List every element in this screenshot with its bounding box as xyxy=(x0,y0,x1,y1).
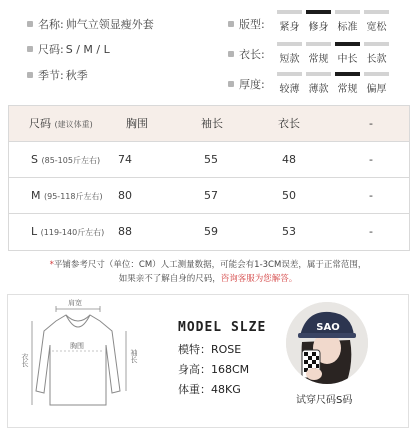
diagram-label-sleeve: 袖长 xyxy=(130,349,138,363)
model-photo xyxy=(286,302,368,384)
attr-option-text: 中长 xyxy=(337,54,358,65)
product-name-value: 帅气立领显瘦外套 xyxy=(65,18,154,31)
attr-option-text: 薄款 xyxy=(308,84,329,95)
measure-note-line2 xyxy=(0,272,416,284)
header-size-text: 尺码 xyxy=(29,117,51,130)
attr-option xyxy=(333,10,362,33)
bullet-icon xyxy=(228,81,234,87)
attr-option xyxy=(362,10,391,33)
cell-extra: - xyxy=(369,225,373,238)
attr-bar xyxy=(277,10,302,14)
cell-extra: - xyxy=(369,153,373,166)
attr-option xyxy=(333,42,362,65)
model-trial-size: 试穿尺码S码 xyxy=(296,395,353,406)
note-text-1: 平铺参考尺寸（单位：CM）人工测量数据，可能会有1-3CM误差，属于正常范围， xyxy=(53,260,367,270)
model-name: 模特：ROSE xyxy=(178,343,242,356)
attr-bar xyxy=(364,10,389,14)
attr-option xyxy=(362,42,391,65)
attr-bar xyxy=(364,72,389,76)
cell-size xyxy=(31,142,100,178)
cap-text: SAO xyxy=(316,322,340,333)
cell-chest: 74 xyxy=(118,153,132,166)
bullet-icon xyxy=(27,72,33,78)
attr-option-text: 长款 xyxy=(366,54,387,65)
cell-weight: (85-105斤左右) xyxy=(41,156,101,165)
attr-option xyxy=(275,10,304,33)
table-row xyxy=(9,142,409,178)
attr-option-text: 紧身 xyxy=(279,22,300,33)
attr-fit-options xyxy=(275,10,391,33)
attr-bar xyxy=(306,42,331,46)
attr-bar xyxy=(277,42,302,46)
diagram-label-length: 衣长 xyxy=(21,353,29,367)
product-season-label: 季节: xyxy=(38,69,64,82)
table-row xyxy=(9,214,409,250)
attr-bar xyxy=(277,72,302,76)
attr-option-text: 偏厚 xyxy=(366,84,387,95)
attr-option xyxy=(333,72,362,95)
attr-thickness-options xyxy=(275,72,391,95)
cell-size xyxy=(31,178,103,214)
attr-bar xyxy=(335,10,360,14)
model-portrait-icon xyxy=(286,302,368,384)
cell-size xyxy=(31,214,104,250)
table-row xyxy=(9,178,409,214)
attr-bar xyxy=(364,42,389,46)
attr-option-text: 宽松 xyxy=(366,22,387,33)
header-weight-text: (建议体重) xyxy=(54,120,93,129)
attr-thickness-label xyxy=(228,76,265,92)
attr-label-text: 衣长: xyxy=(239,48,265,61)
note-text-2: 如果亲不了解自身的尺码， xyxy=(118,274,221,284)
cell-length: 48 xyxy=(282,153,296,166)
measure-note-line1 xyxy=(0,258,416,270)
attr-option xyxy=(275,72,304,95)
size-table xyxy=(8,105,410,251)
bullet-icon xyxy=(27,21,33,27)
product-name-row xyxy=(27,16,154,32)
product-size-value: S / M / L xyxy=(65,42,110,56)
attr-length-label xyxy=(228,46,265,62)
product-name-label: 名称: xyxy=(38,18,64,31)
attr-option xyxy=(304,42,333,65)
diagram-label-chest: 胸围 xyxy=(70,342,84,350)
cell-length: 53 xyxy=(282,225,296,238)
attr-label-text: 版型: xyxy=(239,18,265,31)
header-size xyxy=(29,106,93,142)
model-height: 身高：168CM xyxy=(178,363,250,376)
attr-option xyxy=(304,10,333,33)
attr-option-text: 短款 xyxy=(279,54,300,65)
attr-option-text: 常规 xyxy=(337,84,358,95)
cell-sleeve: 55 xyxy=(204,153,218,166)
header-sleeve: 袖长 xyxy=(201,117,223,130)
header-chest: 胸围 xyxy=(126,117,148,130)
model-weight: 体重：48KG xyxy=(178,383,241,396)
product-size-label: 尺码: xyxy=(38,43,64,56)
cell-chest: 88 xyxy=(118,225,132,238)
cell-length: 50 xyxy=(282,189,296,202)
cell-size-letter: S xyxy=(31,153,38,166)
header-length: 衣长 xyxy=(278,117,300,130)
cell-weight: (119-140斤左右) xyxy=(40,228,105,237)
note-contact-service: 咨询客服为您解答。 xyxy=(220,274,298,284)
cell-size-letter: M xyxy=(31,189,41,202)
attr-option xyxy=(275,42,304,65)
attr-bar xyxy=(335,42,360,46)
attr-label-text: 厚度: xyxy=(239,78,265,91)
bullet-icon xyxy=(228,51,234,57)
cell-sleeve: 57 xyxy=(204,189,218,202)
cell-chest: 80 xyxy=(118,189,132,202)
garment-diagram xyxy=(8,295,148,429)
cell-extra: - xyxy=(369,189,373,202)
model-title: MODEL SLZE xyxy=(178,320,267,335)
attr-option xyxy=(304,72,333,95)
header-extra: - xyxy=(369,117,373,130)
attr-option-text: 常规 xyxy=(308,54,329,65)
bullet-icon xyxy=(27,46,33,52)
product-size-row xyxy=(27,41,110,57)
attr-length-options xyxy=(275,42,391,65)
product-season-row xyxy=(27,67,88,83)
cell-weight: (95-118斤左右) xyxy=(44,192,103,201)
attr-option-text: 修身 xyxy=(308,22,329,33)
attr-bar xyxy=(306,72,331,76)
diagram-label-shoulder: 肩宽 xyxy=(68,299,82,307)
size-table-header xyxy=(9,106,409,142)
attr-option-text: 标准 xyxy=(337,22,358,33)
cell-sleeve: 59 xyxy=(204,225,218,238)
product-season-value: 秋季 xyxy=(65,69,88,82)
attr-option xyxy=(362,72,391,95)
attr-bar xyxy=(306,10,331,14)
bullet-icon xyxy=(228,21,234,27)
attr-option-text: 较薄 xyxy=(279,84,300,95)
attr-bar xyxy=(335,72,360,76)
note-star: * xyxy=(49,260,54,270)
attr-fit-label xyxy=(228,16,265,32)
cell-size-letter: L xyxy=(31,225,38,238)
